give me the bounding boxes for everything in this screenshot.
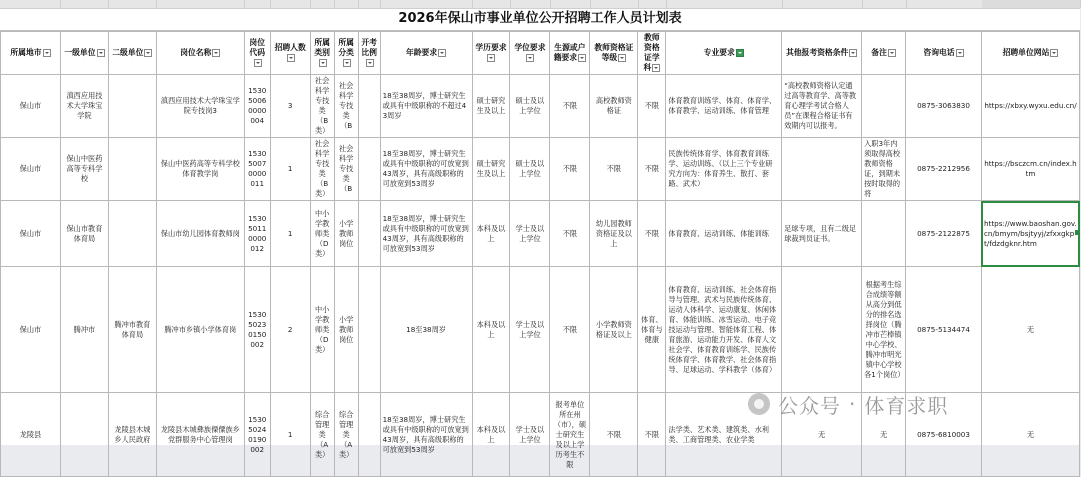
cell[interactable]: 0875-2212956 <box>906 138 982 201</box>
wechat-icon <box>748 393 770 415</box>
cell[interactable]: 报考单位所在州（市），硕士研究生及以上学历考生不限 <box>550 393 590 477</box>
filter-icon[interactable] <box>652 64 660 72</box>
header-ratio[interactable]: 开考比例 <box>358 32 380 75</box>
cell[interactable] <box>862 201 906 267</box>
cell[interactable]: 保山市 <box>1 267 61 393</box>
header-city[interactable]: 所属地市 <box>1 32 61 75</box>
cell[interactable]: 0875-3063830 <box>906 75 982 138</box>
filter-icon[interactable] <box>526 54 534 62</box>
cell[interactable]: 保山中医药高等专科学校 <box>60 138 108 201</box>
cell[interactable]: 综合管理类（A类） <box>310 393 334 477</box>
cell[interactable] <box>782 267 862 393</box>
filter-icon[interactable] <box>888 49 896 57</box>
watermark <box>748 389 1048 419</box>
cell[interactable]: 保山市 <box>1 201 61 267</box>
header-age[interactable]: 年龄要求 <box>380 32 472 75</box>
cell[interactable]: 社会科学专技类（B <box>334 75 358 138</box>
header-cert-level[interactable]: 教师资格证等级 <box>590 32 638 75</box>
cell[interactable]: 学士及以上学位 <box>510 201 550 267</box>
cell[interactable]: 18至38周岁，博士研究生或具有中级职称的不超过43周岁 <box>380 75 472 138</box>
header-phone[interactable]: 咨询电话 <box>906 32 982 75</box>
cell[interactable]: 硕士研究生及以上 <box>472 75 510 138</box>
cell[interactable]: 高校教师资格证 <box>590 75 638 138</box>
cell[interactable]: 法学类、艺术类、建筑类、水利类、工商管理类、农业学类 <box>666 393 782 477</box>
cell[interactable] <box>108 75 156 138</box>
header-unit2[interactable]: 二级单位 <box>108 32 156 75</box>
cell[interactable]: 18至38周岁，博士研究生或具有中级职称的可放宽到43周岁，具有高级职称的可放宽到53周岁 <box>380 201 472 267</box>
cell[interactable]: 体育教育、运动训练、体能训练 <box>666 201 782 267</box>
cell[interactable]: https://bsczcm.cn/index.htm <box>981 138 1079 201</box>
cell[interactable]: 本科及以上 <box>472 393 510 477</box>
filter-icon[interactable] <box>487 54 495 62</box>
filter-icon[interactable] <box>578 54 586 62</box>
watermark-brand: 公众号 <box>778 393 841 418</box>
cell[interactable]: 滇西应用技术大学珠宝学院 <box>60 75 108 138</box>
filter-icon[interactable] <box>97 49 105 57</box>
cell[interactable]: 龙陵县 <box>1 393 61 477</box>
cell[interactable]: 无 <box>981 393 1079 477</box>
cell[interactable] <box>358 393 380 477</box>
cell[interactable]: https://xbxy.wyxu.edu.cn/ <box>981 75 1079 138</box>
cell[interactable]: 腾冲市 <box>60 267 108 393</box>
fill-handle[interactable] <box>1075 230 1080 235</box>
cell[interactable]: 体育教育、运动训练、社会体育指导与管理、武术与民族传统体育、运动人体科学、运动康复、休闲体育、体能训练、冰雪运动、电子竞技运动与管理、智能体育工程、体育旅游、运动能力开发、体育人文社会学、体育教育训练学、民族传统体育学、体育教学、社会体育指导、足球运动、学科教学（体育） <box>666 267 782 393</box>
filter-icon[interactable] <box>254 59 262 67</box>
cell[interactable]: 不限 <box>638 201 666 267</box>
cell[interactable]: 153050240190002 <box>244 393 270 477</box>
cell[interactable]: 社会科学专技类（B类） <box>310 138 334 201</box>
filter-icon[interactable] <box>1050 49 1058 57</box>
filter-icon[interactable] <box>438 49 446 57</box>
cell[interactable]: 保山市 <box>1 75 61 138</box>
cell[interactable]: 无 <box>862 393 906 477</box>
filter-icon[interactable] <box>956 49 964 57</box>
header-subcat[interactable]: 所属分类 <box>334 32 358 75</box>
header-code[interactable]: 岗位代码 <box>244 32 270 75</box>
cell[interactable] <box>60 393 108 477</box>
cell[interactable]: 综合管理类（A类） <box>334 393 358 477</box>
cell[interactable]: 龙陵县木城彝族傈僳族乡党群服务中心管理岗 <box>156 393 244 477</box>
cell[interactable]: 本科及以上 <box>472 267 510 393</box>
cell[interactable]: 保山市幼儿园体育教师岗 <box>156 201 244 267</box>
cell[interactable]: 1 <box>270 201 310 267</box>
cell[interactable]: 不限 <box>638 138 666 201</box>
cell[interactable] <box>358 267 380 393</box>
selected-cell[interactable]: https://www.baoshan.gov.cn/bmym/bsjtyyj/zfxxgkpt/fdzdgknr.htm <box>981 201 1079 267</box>
filter-icon[interactable] <box>366 59 374 67</box>
cell[interactable]: 0875-5134474 <box>906 267 982 393</box>
header-degree[interactable]: 学位要求 <box>510 32 550 75</box>
cell[interactable]: 社会科学专技类（B类） <box>310 75 334 138</box>
cell[interactable]: 民族传统体育学、体育教育训练学、运动训练、（以上三个专业研究方向为：体育养生、散打、套路、武术） <box>666 138 782 201</box>
cell[interactable]: 0875-2122875 <box>906 201 982 267</box>
filter-icon[interactable] <box>319 59 327 67</box>
header-other[interactable]: 其他报考资格条件 <box>782 32 862 75</box>
cell[interactable]: 中小学教师类（D类） <box>310 267 334 393</box>
cell[interactable]: 不限 <box>550 138 590 201</box>
cell[interactable]: 0875-6810003 <box>906 393 982 477</box>
header-site[interactable]: 招聘单位网站 <box>981 32 1079 75</box>
cell[interactable]: 学士及以上学位 <box>510 393 550 477</box>
watermark-name: 体育求职 <box>864 393 949 418</box>
table-row <box>1 75 1080 138</box>
cell[interactable]: 不限 <box>638 393 666 477</box>
header-origin[interactable]: 生源或户籍要求 <box>550 32 590 75</box>
cell[interactable]: 体育教育训练学、体育、体育学、体育教学、运动训练、体育管理 <box>666 75 782 138</box>
filter-icon[interactable] <box>287 54 295 62</box>
filter-icon[interactable] <box>343 59 351 67</box>
cell[interactable]: 小学教师岗位 <box>334 201 358 267</box>
cell[interactable]: 不限 <box>590 393 638 477</box>
cell[interactable]: 18至38周岁，博士研究生或具有中级职称的可放宽到43周岁，具有高级职称的可放宽到53周岁 <box>380 138 472 201</box>
cell[interactable]: 不限 <box>550 267 590 393</box>
cell[interactable]: 2 <box>270 267 310 393</box>
cell[interactable]: 保山中医药高等专科学校体育教学岗 <box>156 138 244 201</box>
filter-icon[interactable] <box>144 49 152 57</box>
cell[interactable]: 硕士及以上学位 <box>510 75 550 138</box>
cell[interactable]: 保山市 <box>1 138 61 201</box>
cell[interactable] <box>108 201 156 267</box>
cell[interactable]: “高校教师资格认定通过高等教育学、高等教育心理学考试合格人员”在课程合格证书有效期内可以报考。 <box>782 75 862 138</box>
cell[interactable]: 不限 <box>638 75 666 138</box>
cell[interactable]: 153050230150002 <box>244 267 270 393</box>
cell[interactable] <box>358 75 380 138</box>
cell[interactable]: 足球专项，且有二级足球裁判员证书。 <box>782 201 862 267</box>
cell[interactable]: 体育、体育与健康 <box>638 267 666 393</box>
filter-icon[interactable] <box>43 49 51 57</box>
header-cert-subject[interactable]: 教师资格证学科 <box>638 32 666 75</box>
cell[interactable]: 不限 <box>550 201 590 267</box>
header-position[interactable]: 岗位名称 <box>156 32 244 75</box>
cell[interactable]: 硕士及以上学位 <box>510 138 550 201</box>
separator-dot: · <box>849 392 857 416</box>
cell[interactable]: 不限 <box>550 75 590 138</box>
cell[interactable]: 入职3年内须取得高校教师资格证，到期未按时取得的将 <box>862 138 906 201</box>
cell[interactable]: 腾冲市乡镇小学体育岗 <box>156 267 244 393</box>
cell[interactable]: 153050070000011 <box>244 138 270 201</box>
cell[interactable]: 龙陵县木城乡人民政府 <box>108 393 156 477</box>
filter-icon[interactable] <box>618 54 626 62</box>
header-row <box>1 32 1080 75</box>
cell[interactable]: 1 <box>270 138 310 201</box>
cell[interactable]: 学士及以上学位 <box>510 267 550 393</box>
cell[interactable] <box>358 138 380 201</box>
cell[interactable]: 幼儿园教师资格证及以上 <box>590 201 638 267</box>
sheet-title: 2026年保山市事业单位公开招聘工作人员计划表 <box>0 8 1080 31</box>
cell[interactable]: 本科及以上 <box>472 201 510 267</box>
cell[interactable]: 153050060000004 <box>244 75 270 138</box>
cell[interactable]: 小学教师岗位 <box>334 267 358 393</box>
cell[interactable]: 无 <box>981 267 1079 393</box>
cell[interactable]: 3 <box>270 75 310 138</box>
cell[interactable]: 腾冲市教育体育局 <box>108 267 156 393</box>
header-edu[interactable]: 学历要求 <box>472 32 510 75</box>
cell[interactable]: 根据考生综合成绩等额从高分到低分的排名选择岗位（腾冲市芒棒镇中心学校、腾冲市明光镇中心学校各1个岗位） <box>862 267 906 393</box>
cell[interactable]: 滇西应用技术大学珠宝学院专技岗3 <box>156 75 244 138</box>
filter-icon[interactable] <box>212 49 220 57</box>
cell[interactable] <box>782 138 862 201</box>
table-row <box>1 267 1080 393</box>
cell[interactable] <box>862 75 906 138</box>
header-unit1[interactable]: 一级单位 <box>60 32 108 75</box>
header-major[interactable]: 专业要求 <box>666 32 782 75</box>
header-category[interactable]: 所属类别 <box>310 32 334 75</box>
header-count[interactable]: 招聘人数 <box>270 32 310 75</box>
cell[interactable]: 18至38周岁 <box>380 267 472 393</box>
filter-icon[interactable] <box>849 49 857 57</box>
cell[interactable]: 153050110000012 <box>244 201 270 267</box>
cell[interactable]: 硕士研究生及以上 <box>472 138 510 201</box>
cell[interactable] <box>108 138 156 201</box>
cell[interactable]: 1 <box>270 393 310 477</box>
cell[interactable]: 小学教师资格证及以上 <box>590 267 638 393</box>
header-note[interactable]: 备注 <box>862 32 906 75</box>
cell[interactable]: 社会科学专技类（B <box>334 138 358 201</box>
cell[interactable]: 中小学教师类（D类） <box>310 201 334 267</box>
cell[interactable]: 18至38周岁，博士研究生或具有中级职称的可放宽到43周岁，具有高级职称的可放宽到53周岁 <box>380 393 472 477</box>
cell[interactable]: 保山市教育体育局 <box>60 201 108 267</box>
cell[interactable]: 不限 <box>590 138 638 201</box>
table-row <box>1 201 1080 267</box>
table-row <box>1 138 1080 201</box>
cell[interactable] <box>358 201 380 267</box>
cell[interactable]: 无 <box>782 393 862 477</box>
active-filter-icon[interactable] <box>736 49 744 57</box>
